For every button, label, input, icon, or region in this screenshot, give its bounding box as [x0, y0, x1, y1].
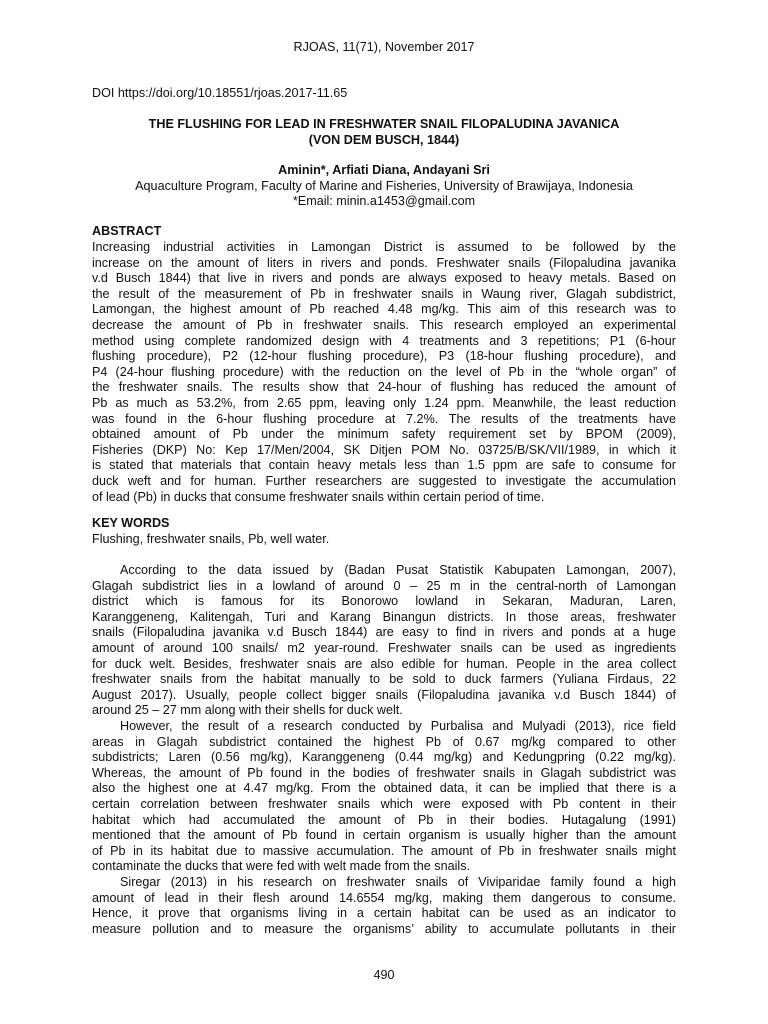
abstract-body [92, 240, 676, 505]
text-line: contaminate the ducks that were fed with welt made from the snails. [92, 859, 470, 874]
text-line: August 2017). Usually, people collect bigger snails (Filopaludina javanika v.d Busch 1844) of [92, 687, 676, 702]
text-line: P4 (24-hour flushing procedure) with the reduction on the level of Pb in the “whole organ” of [92, 364, 676, 379]
text-line: Hence, it prove that organisms living in a certain habitat can be used as an indicator to [92, 906, 676, 921]
text-line: flushing procedure), P2 (12-hour flushing procedure), P3 (18-hour flushing procedure), and [92, 349, 676, 364]
author-names: Aminin*, Arfiati Diana, Andayani Sri [278, 163, 490, 177]
text-line: snails (Filopaludina javanika v.d Busch 1844) are easy to find in rivers and ponds at a huge [92, 625, 676, 640]
text-line: areas in Glagah subdistrict contained the highest Pb of 0.67 mg/kg compared to other [92, 734, 676, 749]
text-line: increase on the amount of liters in rivers and ponds. Freshwater snails (Filopaludina javanika [92, 255, 676, 270]
text-line: also the highest one at 4.47 mg/kg. From the obtained data, it can be implied that there is a [92, 781, 676, 796]
text-line: is stated that materials that contain heavy metals less than 1.5 ppm are safe to consume for [92, 458, 676, 473]
keywords-text: Flushing, freshwater snails, Pb, well water. [92, 532, 330, 546]
text-line: the freshwater snails. The results show that 24-hour of flushing has reduced the amount of [92, 380, 676, 395]
text-line: Karanggeneng, Kalitengah, Turi and Karang Binangun districts. In those areas, freshwater [92, 609, 676, 624]
text-line: Glagah subdistrict lies in a lowland of around 0 – 25 m in the central-north of Lamongan [92, 578, 676, 593]
text-line: around 25 – 27 mm along with their shells for duck welt. [92, 703, 403, 718]
text-line: However, the result of a research conducted by Purbalisa and Mulyadi (2013), rice field [120, 719, 676, 733]
text-line: Lamongan, the highest amount of Pb reached 4.48 mg/kg. This aim of this research was to [92, 302, 676, 317]
abstract-heading: ABSTRACT [92, 224, 162, 238]
text-line: habitat which had accumulated the amount of Pb in their bodies. Hutagalung (1991) [92, 812, 676, 827]
author-affiliation: Aquaculture Program, Faculty of Marine and Fisheries, University of Brawijaya, Indonesia [135, 178, 633, 193]
text-line: of Pb in its habitat due to massive accumulation. The amount of Pb in freshwater snails might [92, 843, 676, 858]
text-line: v.d Busch 1844) that live in rivers and ponds are always exposed to heavy metals. Based on [92, 271, 676, 286]
text-line: method using complete randomized design with 4 treatments and 3 repetitions; P1 (6-hour [92, 333, 676, 348]
author-email: *Email: minin.a1453@gmail.com [292, 194, 476, 208]
text-line: Siregar (2013) in his research on freshwater snails of Viviparidae family found a high [120, 875, 676, 889]
text-line: amount of around 100 snails/ m2 year-round. Freshwater snails can be used as ingredients [92, 640, 676, 655]
text-line: Pb as much as 53.2%, from 2.65 ppm, leaving only 1.24 ppm. Meanwhile, the least reduction [92, 395, 676, 410]
text-line: Whereas, the amount of Pb found in the bodies of freshwater snails in Glagah subdistrict was [92, 765, 676, 780]
text-line: the result of the measurement of Pb in freshwater snails in Waung river, Glagah subdistrict, [92, 286, 676, 301]
text-line: measure pollution and to measure the organisms’ ability to accumulate pollutants in their [92, 921, 676, 936]
page-number: 490 [373, 968, 395, 982]
title-line-1: THE FLUSHING FOR LEAD IN FRESHWATER SNAIL FILOPALUDINA JAVANICA [148, 117, 620, 131]
text-line: district which is famous for its Bonorowo lowland in Sekaran, Maduran, Laren, [92, 594, 676, 609]
text-line: of lead (Pb) in ducks that consume freshwater snails within certain period of time. [92, 489, 545, 504]
text-line: duck weft and for human. Further researchers are suggested to investigate the accumulation [92, 473, 676, 488]
text-line: decrease the amount of Pb in freshwater snails. This research employed an experimental [92, 317, 676, 332]
text-line: amount of lead in their flesh around 14.6554 mg/kg, making them dangerous to consume. [92, 890, 676, 905]
keywords-heading: KEY WORDS [92, 516, 170, 530]
text-line: According to the data issued by (Badan Pusat Statistik Kabupaten Lamongan, 2007), [120, 563, 676, 577]
text-line: Fisheries (DKP) No: Kep 17/Men/2004, SK Ditjen POM No. 03725/B/SK/VII/1989, in which it [92, 442, 676, 457]
paper-title [92, 117, 676, 148]
text-line: obtained amount of Pb under the minimum safety requirement set by BPOM (2009), [92, 427, 676, 442]
text-line: Increasing industrial activities in Lamongan District is assumed to be followed by the [92, 240, 676, 254]
text-line: subdistricts; Laren (0.56 mg/kg), Karanggeneng (0.44 mg/kg) and Kedungpring (0.22 mg/kg). [92, 750, 676, 765]
text-line: certain correlation between freshwater snails which were exposed with Pb content in their [92, 796, 676, 811]
body-paragraph-3 [92, 875, 676, 937]
doi-line: DOI https://doi.org/10.18551/rjoas.2017-11.65 [92, 86, 348, 100]
text-line: mentioned that the amount of Pb found in certain organism is usually higher than the amount [92, 828, 676, 843]
text-line: was found in the 6-hour flushing procedure at 7.2%. The results of the treatments have [92, 411, 676, 426]
body-paragraph-1 [92, 563, 676, 719]
author-block [92, 163, 676, 210]
running-header: RJOAS, 11(71), November 2017 [293, 40, 475, 54]
text-line: freshwater snails from the habitat manually to be sold to duck farmers (Yuliana Firdaus, 22 [92, 672, 676, 687]
title-line-2: (VON DEM BUSCH, 1844) [308, 132, 460, 147]
body-paragraph-2 [92, 719, 676, 875]
text-line: for duck welt. Besides, freshwater snais are also edible for human. People in the area collect [92, 656, 676, 671]
